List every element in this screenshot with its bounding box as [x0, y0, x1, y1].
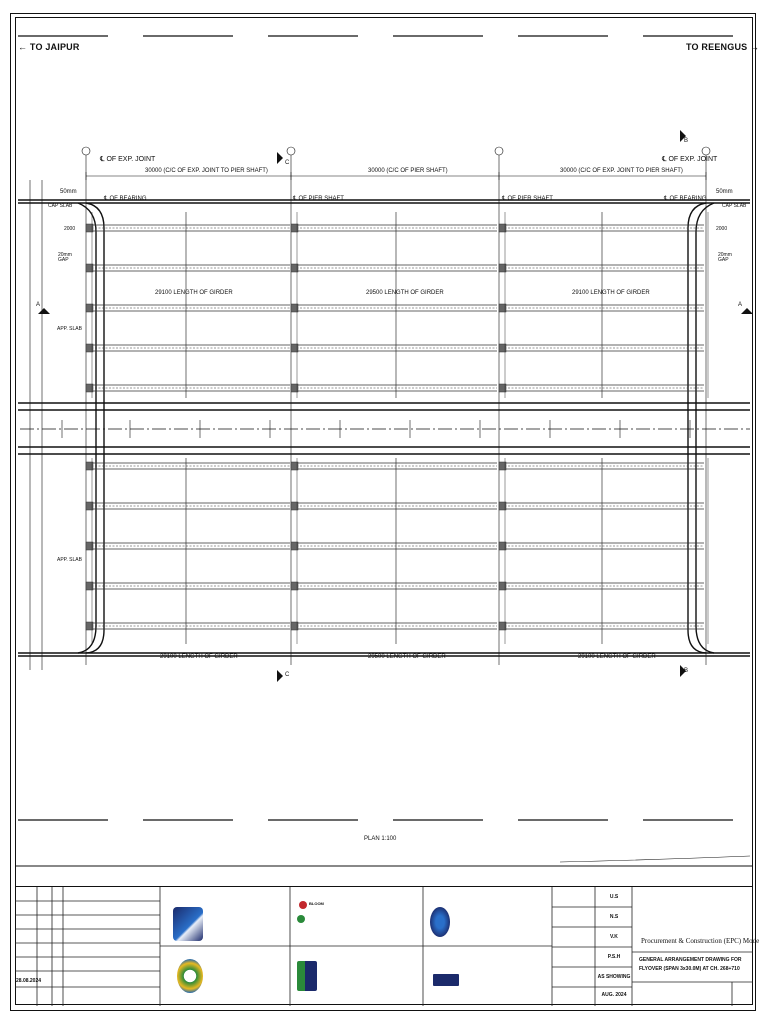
epc-mode: Procurement & Construction (EPC) Mode [641, 937, 760, 945]
label-gap-left: 20mm GAP [58, 252, 72, 263]
check-2: N.S [609, 914, 619, 920]
label-dim-2000-left: 2000 [64, 226, 76, 232]
drawing-title-2: FLYOVER (SPAN 3x30.0M) AT CH. 268+710 [639, 966, 740, 972]
label-pier-shaft-1: ℄ OF PIER SHAFT [293, 196, 344, 202]
partner-logo-mark [297, 915, 305, 923]
label-cap-slab-right: CAP SLAB [722, 203, 747, 209]
girder-length-6: 29100 LENGTH OF GIRDER [578, 654, 656, 660]
span-dim-2: 30000 (C/C OF PIER SHAFT) [368, 168, 448, 174]
girder-length-3: 29100 LENGTH OF GIRDER [572, 290, 650, 296]
check-5: AS SHOWING [597, 974, 631, 980]
label-dim-2000-right: 2000 [716, 226, 728, 232]
bloom-logo-mark [299, 901, 307, 909]
girder-length-1: 29100 LENGTH OF GIRDER [155, 290, 233, 296]
span-dim-1: 30000 (C/C OF EXP. JOINT TO PIER SHAFT) [145, 168, 268, 174]
eec-logo [177, 959, 203, 993]
drawing-title-1: GENERAL ARRANGEMENT DRAWING FOR [639, 957, 742, 963]
check-3: V.K [610, 934, 618, 940]
check-6: AUG. 2024 [601, 992, 627, 998]
label-50mm-left: 50mm [60, 189, 77, 195]
span-dim-3: 30000 (C/C OF EXP. JOINT TO PIER SHAFT) [560, 168, 683, 174]
title-block [15, 886, 760, 1006]
section-b-top: B [684, 138, 689, 144]
section-a-right: A [738, 302, 743, 308]
label-gap-right: 20mm GAP [718, 252, 732, 263]
girder-length-4: 29100 LENGTH OF GIRDER [160, 654, 238, 660]
label-50mm-right: 50mm [716, 189, 733, 195]
girder-length-2: 29500 LENGTH OF GIRDER [366, 290, 444, 296]
direction-left-label: TO JAIPUR [29, 42, 80, 52]
check-1: U.S [609, 894, 619, 900]
label-exp-joint-right: ℄ OF EXP. JOINT [662, 156, 718, 163]
label-app-slab-bottom: APP. SLAB [57, 557, 82, 563]
direction-right-label: TO REENGUS [686, 42, 748, 52]
client-logo [173, 907, 203, 941]
section-b-bottom: B [684, 668, 689, 674]
label-pier-shaft-2: ℄ OF PIER SHAFT [502, 196, 553, 202]
check-4: P.S.H [607, 954, 621, 960]
section-c-top: C [285, 160, 290, 166]
bloom-logo-text: BLOOM [309, 901, 324, 906]
vk-logo [430, 907, 450, 937]
title-block-grid [15, 887, 753, 1006]
label-exp-joint-left: ℄ OF EXP. JOINT [100, 156, 156, 163]
pk-logo [297, 961, 317, 991]
section-a-left: A [36, 302, 41, 308]
girder-length-5: 29500 LENGTH OF GIRDER [368, 654, 446, 660]
date-label: 28.08.2024 [16, 978, 42, 984]
label-bearing-right: ℄ OF BEARING [664, 196, 707, 202]
label-cap-slab-left: CAP SLAB [48, 203, 73, 209]
arrow-right-icon: → [750, 42, 760, 52]
section-c-bottom: C [285, 672, 290, 678]
bottom-logo [433, 974, 459, 986]
scale-note: PLAN 1:100 [364, 836, 397, 842]
arrow-left-icon: ← [18, 42, 28, 52]
label-bearing-left: ℄ OF BEARING [104, 196, 147, 202]
label-app-slab-top: APP. SLAB [57, 326, 82, 332]
